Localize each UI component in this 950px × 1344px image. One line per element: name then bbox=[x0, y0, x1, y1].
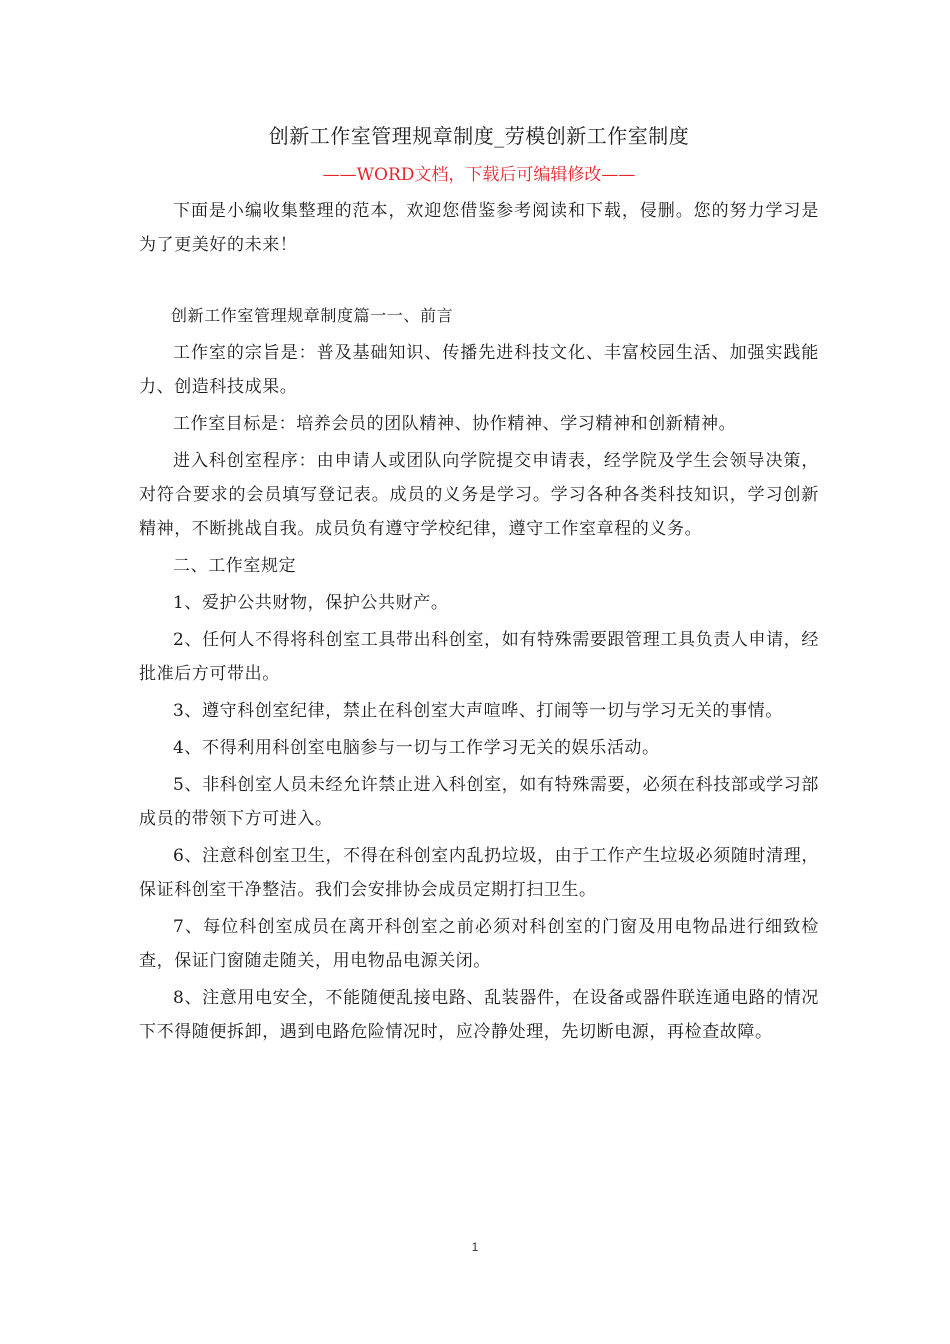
page-number: 1 bbox=[471, 1240, 479, 1254]
rule-item-7: 7、每位科创室成员在离开科创室之前必须对科创室的门窗及用电物品进行细致检查，保证门窗随走随关，用电物品电源关闭。 bbox=[139, 917, 819, 971]
rule-item-2: 2、任何人不得将科创室工具带出科创室，如有特殊需要跟管理工具负责人申请，经批准后方可带出。 bbox=[139, 630, 819, 684]
rule-item-3: 3、遵守科创室纪律，禁止在科创室大声喧哗、打闹等一切与学习无关的事情。 bbox=[173, 701, 783, 721]
section-heading-rules: 二、工作室规定 bbox=[173, 556, 297, 576]
intro-paragraph: 下面是小编收集整理的范本，欢迎您借鉴参考阅读和下载，侵删。您的努力学习是为了更美好的未来！ bbox=[139, 201, 819, 255]
document-subtitle: ——WORD文档，下载后可编辑修改—— bbox=[322, 165, 636, 185]
rule-item-8: 8、注意用电安全，不能随便乱接电路、乱装器件，在设备或器件联连通电路的情况下不得随便拆卸，遇到电路危险情况时，应冷静处理，先切断电源，再检查故障。 bbox=[139, 988, 819, 1042]
section-heading-preface: 创新工作室管理规章制度篇一一、前言 bbox=[171, 306, 454, 325]
paragraph-purpose: 工作室的宗旨是：普及基础知识、传播先进科技文化、丰富校园生活、加强实践能力、创造科技成果。 bbox=[139, 343, 819, 397]
paragraph-goal: 工作室目标是：培养会员的团队精神、协作精神、学习精神和创新精神。 bbox=[173, 414, 737, 434]
paragraph-admission: 进入科创室程序：由申请人或团队向学院提交申请表，经学院及学生会领导决策，对符合要求的会员填写登记表。成员的义务是学习。学习各种各类科技知识，学习创新精神，不断挑战自我。成员负有遵守学校纪律，遵守工作室章程的义务。 bbox=[139, 451, 819, 539]
rule-item-4: 4、不得利用科创室电脑参与一切与工作学习无关的娱乐活动。 bbox=[173, 738, 660, 758]
rule-item-1: 1、爱护公共财物，保护公共财产。 bbox=[173, 593, 449, 613]
paragraph-spacer bbox=[139, 265, 819, 299]
document-title: 创新工作室管理规章制度_劳模创新工作室制度 bbox=[268, 124, 690, 148]
rule-item-6: 6、注意科创室卫生，不得在科创室内乱扔垃圾，由于工作产生垃圾必须随时清理，保证科创室干净整洁。我们会安排协会成员定期打扫卫生。 bbox=[139, 846, 819, 900]
rule-item-5: 5、非科创室人员未经允许禁止进入科创室，如有特殊需要，必须在科技部或学习部成员的带领下方可进入。 bbox=[139, 775, 819, 829]
document-body bbox=[139, 116, 819, 1052]
